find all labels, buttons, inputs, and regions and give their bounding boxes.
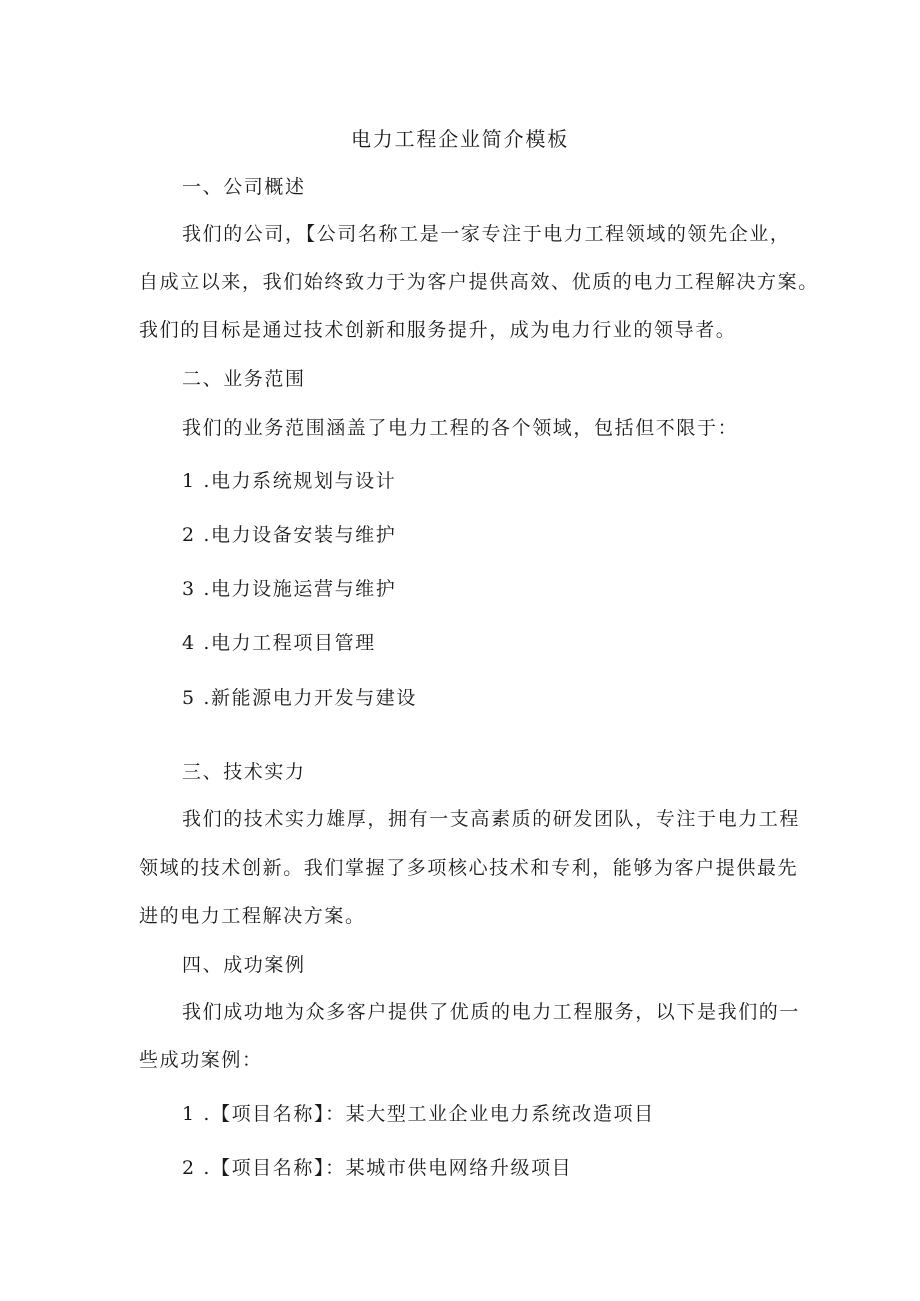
cases-list-item: 2 .【项目名称】：某城市供电网络升级项目	[182, 1157, 573, 1179]
section-heading-overview: 一、公司概述	[182, 176, 306, 198]
cases-paragraph-line: 些成功案例：	[139, 1049, 263, 1071]
cases-paragraph-line: 我们成功地为众多客户提供了优质的电力工程服务，以下是我们的一	[182, 1001, 801, 1023]
section-heading-technology: 三、技术实力	[182, 761, 306, 783]
business-intro: 我们的业务范围涵盖了电力工程的各个领域，包括但不限于：	[182, 417, 739, 439]
business-list-item: 2 .电力设备安装与维护	[182, 524, 397, 546]
business-list-item: 1 .电力系统规划与设计	[182, 470, 397, 492]
overview-paragraph-line: 自成立以来，我们始终致力于为客户提供高效、优质的电力工程解决方案。	[139, 271, 819, 293]
business-list-item: 3 .电力设施运营与维护	[182, 578, 397, 600]
cases-list-item: 1 .【项目名称】：某大型工业企业电力系统改造项目	[182, 1103, 655, 1125]
section-heading-business: 二、业务范围	[182, 368, 306, 390]
document-title: 电力工程企业简介模板	[351, 127, 569, 151]
overview-paragraph-line: 我们的目标是通过技术创新和服务提升，成为电力行业的领导者。	[139, 319, 737, 341]
technology-paragraph-line: 我们的技术实力雄厚，拥有一支高素质的研发团队，专注于电力工程	[182, 808, 801, 830]
section-heading-cases: 四、成功案例	[182, 954, 306, 976]
technology-paragraph-line: 进的电力工程解决方案。	[139, 905, 366, 927]
business-list-item: 5 .新能源电力开发与建设	[182, 687, 417, 709]
business-list-item: 4 .电力工程项目管理	[182, 632, 376, 654]
overview-paragraph-line: 我们的公司，【公司名称工是一家专注于电力工程领域的领先企业，	[182, 223, 791, 245]
technology-paragraph-line: 领域的技术创新。我们掌握了多项核心技术和专利，能够为客户提供最先	[139, 857, 799, 879]
